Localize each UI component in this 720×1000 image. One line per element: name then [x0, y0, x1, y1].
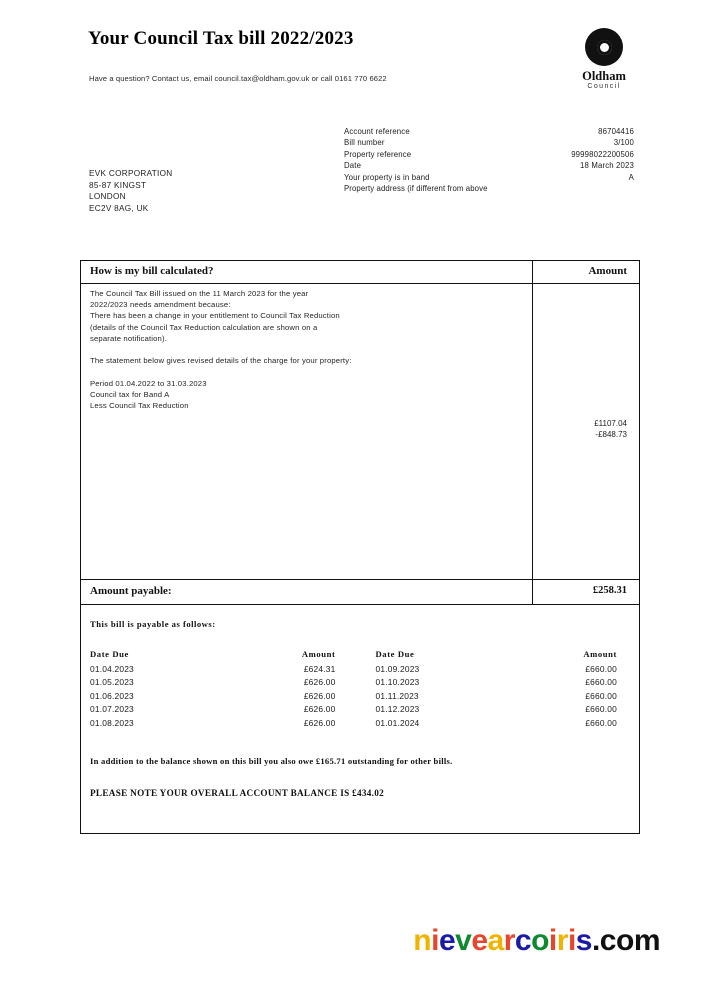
amount-payable-value: £258.31 — [592, 585, 627, 596]
schedule-amount-column — [536, 649, 618, 730]
schedule-date-column — [354, 649, 536, 730]
reference-block — [344, 126, 634, 194]
addressee-line: EVK CORPORATION — [89, 169, 173, 178]
amount-charge: £1107.04 — [594, 419, 627, 428]
watermark-char: n — [413, 924, 432, 957]
bill-table-header — [81, 261, 639, 284]
reference-value: A — [628, 172, 634, 182]
calculation-reduction-label: Less Council Tax Reduction — [90, 401, 189, 410]
schedule-date: 01.08.2023 — [90, 717, 134, 728]
payment-schedule-left-column — [90, 649, 354, 730]
watermark-char: r — [556, 924, 568, 957]
schedule-amount: £660.00 — [585, 690, 617, 701]
reference-row — [344, 160, 634, 171]
addressee-line: EC2V 8AG, UK — [89, 203, 149, 213]
schedule-date: 01.04.2023 — [90, 664, 134, 674]
contact-line: Have a question? Contact us, email council.tax@oldham.gov.uk or call 0161 770 6622 — [89, 74, 387, 83]
watermark-char: v — [455, 924, 472, 957]
column-header-date-due: Date Due — [375, 649, 415, 659]
watermark-char: i — [567, 924, 576, 957]
bill-total-row — [81, 580, 639, 605]
reference-label: Property reference — [344, 149, 412, 159]
watermark-char: e — [438, 924, 456, 957]
schedule-date: 01.12.2023 — [375, 704, 420, 715]
page-title: Your Council Tax bill 2022/2023 — [88, 28, 354, 49]
column-header-amount: Amount — [301, 649, 336, 659]
column-header-amount: Amount — [588, 265, 627, 277]
spacer — [90, 366, 522, 377]
schedule-amount: £660.00 — [585, 664, 617, 674]
bill-table — [80, 260, 640, 834]
schedule-amount: £660.00 — [585, 717, 617, 728]
reference-value: 18 March 2023 — [580, 161, 634, 171]
spacer — [90, 344, 522, 355]
watermark-char: r — [503, 924, 515, 957]
reference-label: Your property is in band — [344, 172, 430, 182]
watermark-char: c — [514, 924, 532, 957]
logo-subtitle: Council — [587, 83, 621, 90]
watermark-char: s — [575, 924, 592, 957]
outstanding-balance-note: In addition to the balance shown on this bill you also owe £165.71 outstanding for other bills. — [90, 756, 453, 767]
payment-schedule-right-column — [354, 649, 618, 730]
reference-value: 86704416 — [598, 127, 634, 136]
watermark-char: i — [548, 924, 557, 957]
watermark-char: a — [487, 924, 504, 957]
watermark-domain: .com — [591, 924, 660, 957]
schedule-amount: £660.00 — [585, 677, 617, 688]
payment-schedule-table — [81, 649, 639, 730]
calculation-line: The Council Tax Bill issued on the 11 March 2023 for the year — [90, 289, 309, 298]
schedule-amount: £660.00 — [585, 704, 617, 715]
watermark-char: i — [431, 924, 439, 957]
logo-name: Oldham — [582, 69, 626, 83]
calculation-text — [81, 284, 533, 579]
reference-value: 3/100 — [613, 138, 634, 148]
reference-label: Bill number — [344, 138, 385, 148]
schedule-amount: £624.31 — [303, 664, 336, 674]
reference-label: Date — [344, 161, 362, 171]
column-header-amount: Amount — [583, 649, 617, 659]
calculation-line: The statement below gives revised details of the charge for your property: — [90, 356, 352, 366]
amount-payable-label: Amount payable: — [81, 580, 533, 604]
reference-label: Account reference — [344, 127, 410, 136]
payment-intro: This bill is payable as follows: — [90, 619, 216, 629]
spacer — [533, 288, 627, 418]
schedule-date: 01.06.2023 — [90, 690, 134, 701]
reference-label: Property address (if different from above — [344, 184, 488, 194]
reference-value: 99998022200506 — [571, 149, 634, 159]
schedule-amount: £626.00 — [303, 717, 336, 728]
calculation-period: Period 01.04.2022 to 31.03.2023 — [90, 378, 207, 388]
schedule-date: 01.07.2023 — [90, 704, 134, 715]
calculation-line: There has been a change in your entitlement to Council Tax Reduction — [90, 311, 340, 321]
addressee-line: 85-87 KINGST — [89, 180, 147, 190]
watermark — [413, 924, 660, 958]
reference-row — [344, 183, 634, 194]
schedule-date: 01.10.2023 — [375, 677, 420, 688]
schedule-date: 01.05.2023 — [90, 677, 134, 688]
reference-row — [344, 126, 634, 137]
calculation-line: 2022/2023 needs amendment because: — [90, 300, 231, 310]
payment-schedule-section — [81, 605, 639, 833]
calculation-line: separate notification). — [90, 333, 167, 343]
watermark-char: o — [531, 924, 549, 957]
reference-row — [344, 172, 634, 183]
schedule-date: 01.09.2023 — [375, 664, 420, 674]
schedule-date-column — [90, 649, 250, 730]
overall-account-balance: PLEASE NOTE YOUR OVERALL ACCOUNT BALANCE IS £434.02 — [90, 788, 385, 799]
council-logo — [572, 28, 636, 90]
schedule-date: 01.01.2024 — [375, 717, 420, 728]
reference-row — [344, 149, 634, 160]
reference-row — [344, 137, 634, 148]
addressee-block — [89, 168, 173, 214]
watermark-char: e — [471, 924, 488, 957]
schedule-date: 01.11.2023 — [375, 690, 419, 701]
schedule-amount: £626.00 — [303, 704, 336, 715]
schedule-amount-column — [250, 649, 354, 730]
addressee-line: LONDON — [89, 192, 126, 202]
column-header-date-due: Date Due — [90, 649, 129, 659]
calculation-amounts — [533, 284, 639, 579]
target-circle-icon — [585, 28, 623, 66]
column-header-description: How is my bill calculated? — [81, 261, 533, 283]
calculation-charge-label: Council tax for Band A — [90, 389, 170, 399]
schedule-amount: £626.00 — [303, 677, 336, 688]
calculation-line: (details of the Council Tax Reduction calculation are shown on a — [90, 322, 318, 332]
schedule-amount: £626.00 — [303, 690, 336, 701]
amount-reduction: -£848.73 — [595, 430, 627, 440]
bill-table-body — [81, 284, 639, 580]
